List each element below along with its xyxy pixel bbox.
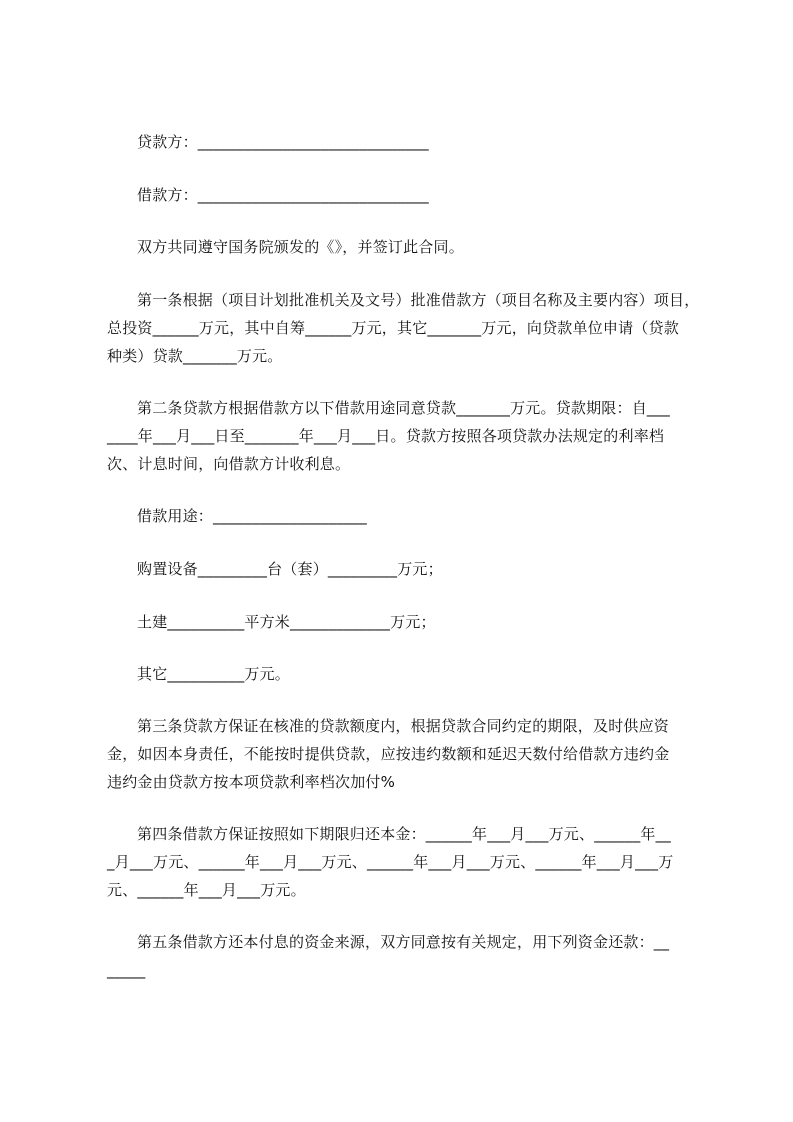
article-1-line-1: 第一条根据（项目计划批准机关及文号）批准借款方（项目名称及主要内容）项目，	[137, 291, 700, 309]
article-2-line-1: 第二条贷款方根据借款方以下借款用途同意贷款_______万元。贷款期限：自___	[137, 399, 671, 417]
purpose-field: 借款用途：____________________	[137, 507, 368, 525]
article-2-line-2: ____年___月___日至_______年___月___日。贷款方按照各项贷款办法规定的利率档	[107, 427, 665, 445]
equipment-field: 购置设备_________台（套）_________万元；	[137, 560, 443, 578]
article-2-line-3: 次、计息时间，向借款方计收利息。	[107, 455, 351, 473]
article-5-line-2: _____	[107, 961, 146, 979]
other-field: 其它__________万元。	[137, 665, 291, 683]
lender-field: 贷款方：______________________________	[137, 133, 429, 151]
article-3-line-3: 违约金由贷款方按本项贷款利率档次加付%	[107, 773, 396, 791]
article-3-line-2: 金，如因本身责任，不能按时提供贷款，应按违约数额和延迟天数付给借款方违约金	[107, 745, 670, 763]
borrower-field: 借款方：______________________________	[137, 186, 429, 204]
article-1-line-3: 种类）贷款_______万元。	[107, 347, 283, 365]
article-5-line-1: 第五条借款方还本付息的资金来源，双方同意按有关规定，用下列资金还款：__	[137, 933, 670, 951]
article-4-line-2: _月___万元、______年___月___万元、______年___月___万元、______年___月___万	[107, 853, 674, 871]
preamble: 双方共同遵守国务院颁发的《》，并签订此合同。	[137, 238, 464, 256]
article-3-line-1: 第三条贷款方保证在核准的贷款额度内，根据贷款合同约定的期限，及时供应资	[137, 717, 670, 735]
construction-field: 土建__________平方米_____________万元；	[137, 613, 436, 631]
article-4-line-1: 第四条借款方保证按照如下期限归还本金：______年___月___万元、______年__	[137, 825, 672, 843]
article-1-line-2: 总投资______万元，其中自筹______万元，其它_______万元，向贷款单位申请（贷款	[107, 319, 679, 337]
article-4-line-3: 元、______年___月___万元。	[107, 881, 306, 899]
